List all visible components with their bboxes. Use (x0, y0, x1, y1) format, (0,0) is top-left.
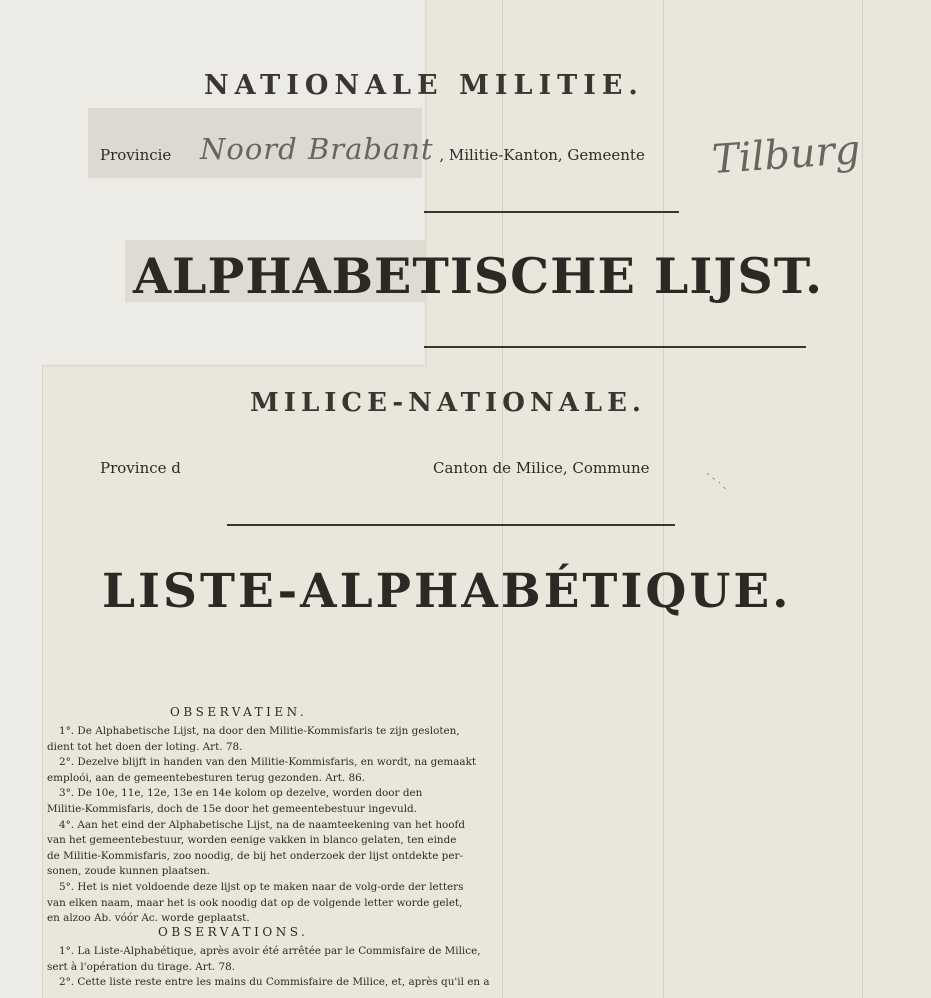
observation-line: en alzoo Ab. vóór Ac. worde geplaatst. (47, 912, 250, 925)
kanton-gemeente-label: , Militie-Kanton, Gemeente (439, 146, 645, 164)
observation-line: 5°. Het is niet voldoende deze lijst op te maken naar de volg-orde der letters (59, 880, 464, 893)
observation-line: 1°. De Alphabetische Lijst, na door den Militie-Kommisfaris te zijn gesloten, (59, 725, 460, 737)
paper-fold-line (663, 0, 664, 998)
header-french: MILICE-NATIONALE. (250, 388, 646, 418)
observation-line: 1°. La Liste-Alphabétique, après avoir été arrêtée par le Commisfaire de Milice, (59, 945, 481, 957)
observation-line: van het gemeentebestuur, worden eenige vakken in blanco gelaten, ten einde (47, 834, 457, 847)
province-label-french: Province d (100, 459, 181, 477)
observations-heading-dutch: OBSERVATIEN. (170, 705, 308, 719)
divider-rule (227, 524, 675, 526)
divider-rule (424, 346, 806, 348)
observation-line: Militie-Kommisfaris, doch de 15e door het gemeentebestuur ingevuld. (47, 802, 417, 815)
faint-pencil-marks: - - · - (702, 467, 731, 494)
observations-dutch (47, 724, 477, 927)
observations-french (47, 944, 490, 991)
header-dutch: NATIONALE MILITIE. (204, 70, 644, 101)
title-dutch: ALPHABETISCHE LIJST. (133, 247, 824, 305)
handwritten-gemeente: Tilburg (710, 126, 862, 184)
observation-line: 2°. Dezelve blijft in handen van den Militie-Kommisfaris, en wordt, na gemaakt (59, 756, 477, 769)
observation-line: sonen, zoude kunnen plaatsen. (47, 865, 210, 878)
observation-line: sert à l'opération du tirage. Art. 78. (47, 960, 236, 973)
handwritten-province: Noord Brabant (200, 132, 434, 166)
observation-line: de Militie-Kommisfaris, zoo noodig, de bij het onderzoek der lijst ontdekte per- (47, 849, 463, 862)
divider-rule (424, 211, 679, 213)
observation-line: dient tot het doen der loting. Art. 78. (47, 740, 243, 753)
paper-fold-line (862, 0, 863, 998)
provincie-label: Provincie (100, 146, 172, 164)
observation-line: emploói, aan de gemeentebesturen terug gezonden. Art. 86. (47, 771, 366, 784)
canton-commune-label: Canton de Milice, Commune (433, 459, 650, 477)
pasted-paper-overlay (0, 0, 425, 365)
observation-line: 2°. Cette liste reste entre les mains du Commisfaire de Milice, et, après qu'il en a (59, 976, 490, 989)
observation-line: van elken naam, maar het is ook noodig dat op de volgende letter worde gelet, (47, 896, 463, 909)
observation-line: 3°. De 10e, 11e, 12e, 13e en 14e kolom op dezelve, worden door den (59, 787, 423, 800)
observation-line: 4°. Aan het eind der Alphabetische Lijst, na de naamteekening van het hoofd (59, 818, 466, 831)
title-french: LISTE-ALPHABÉTIQUE. (102, 564, 792, 619)
observations-heading-french: OBSERVATIONS. (158, 925, 309, 939)
left-paper-margin (0, 365, 43, 998)
